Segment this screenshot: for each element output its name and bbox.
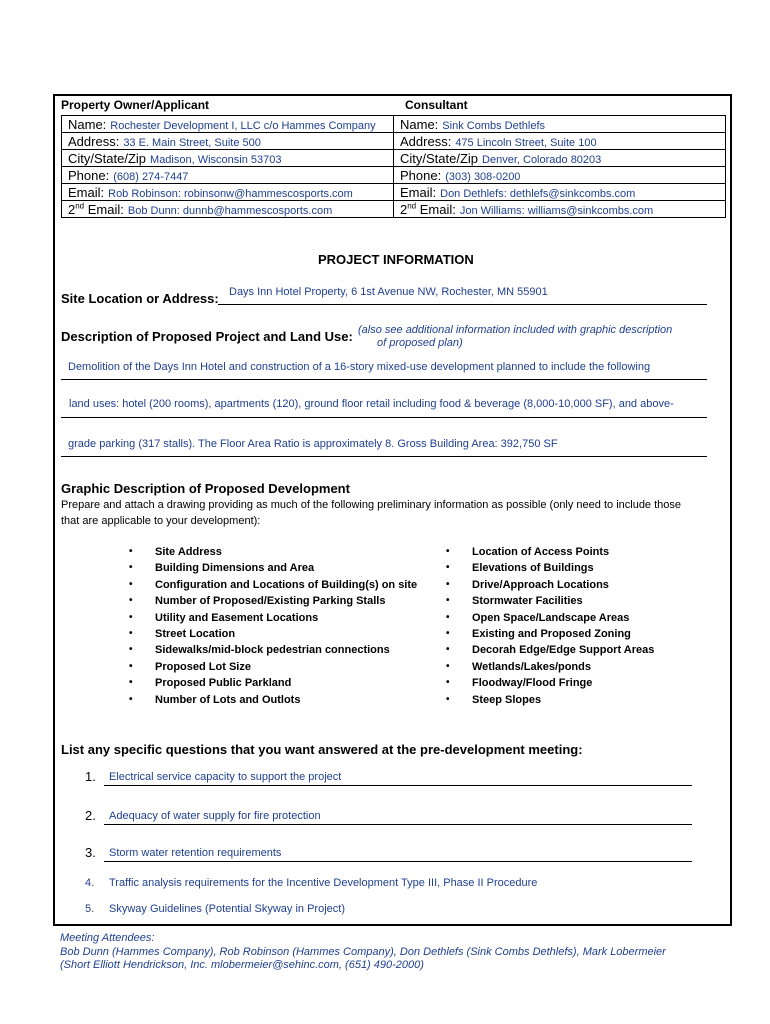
owner-email2-cell[interactable]: [62, 201, 394, 218]
bullet-icon: •: [129, 627, 133, 639]
owner-email-label: Email:: [68, 184, 105, 200]
left-checklist-item: [129, 626, 417, 642]
consultant-email2-label-sup: nd: [407, 201, 417, 211]
owner-phone-value: (608) 274-7447: [113, 170, 189, 183]
owner-city-value: Madison, Wisconsin 53703: [150, 153, 282, 166]
owner-phone-cell[interactable]: [62, 167, 394, 184]
question-answer-line: [104, 824, 692, 825]
attendees-line-2: (Short Elliott Hendrickson, Inc. mlobermeier@sehinc.com, (651) 490-2000): [60, 959, 424, 971]
description-rule-3: [61, 456, 707, 457]
consultant-name-cell[interactable]: [394, 116, 726, 133]
consultant-address-cell[interactable]: [394, 133, 726, 150]
contact-row-email: [62, 184, 726, 201]
left-checklist-item: [129, 593, 417, 609]
right-checklist-item: [446, 560, 654, 576]
bullet-icon: •: [446, 644, 450, 656]
owner-address-cell[interactable]: [62, 133, 394, 150]
right-checklist-item: [446, 675, 654, 691]
left-checklist-item-label: Proposed Lot Size: [155, 660, 251, 673]
left-checklist-item: [129, 659, 417, 675]
owner-header: Property Owner/Applicant: [61, 98, 210, 112]
question-text[interactable]: Electrical service capacity to support the project: [109, 771, 342, 783]
owner-phone-label: Phone:: [68, 167, 110, 183]
graphic-heading: Graphic Description of Proposed Development: [61, 481, 350, 496]
bullet-icon: •: [129, 611, 133, 623]
owner-email-cell[interactable]: [62, 184, 394, 201]
graphic-intro-2: that are applicable to your development):: [61, 515, 261, 527]
bullet-icon: •: [129, 595, 133, 607]
question-number: 1.: [85, 769, 96, 784]
consultant-email2-label-pre: 2: [400, 201, 408, 217]
owner-email2-label-pre: 2: [68, 201, 76, 217]
description-rule-2: [61, 417, 707, 418]
question-text[interactable]: Adequacy of water supply for fire protection: [109, 810, 321, 822]
owner-email2-label-post: Email:: [84, 201, 124, 217]
description-label: Description of Proposed Project and Land Use:: [61, 329, 353, 344]
right-checklist-item-label: Steep Slopes: [472, 693, 542, 706]
bullet-icon: •: [446, 677, 450, 689]
right-checklist-item: [446, 642, 654, 658]
right-checklist-item-label: Existing and Proposed Zoning: [472, 627, 631, 640]
consultant-name-value: Sink Combs Dethlefs: [442, 119, 546, 132]
contact-row-address: [62, 133, 726, 150]
consultant-email2-value: Jon Williams: williams@sinkcombs.com: [459, 204, 654, 217]
left-checklist-item-label: Number of Lots and Outlots: [155, 693, 301, 706]
description-line-2[interactable]: land uses: hotel (200 rooms), apartments (120), ground floor retail including food & beverage (8,000-10,000 SF), and above-: [69, 398, 674, 410]
left-checklist-item-label: Street Location: [155, 627, 236, 640]
owner-name-label: Name:: [68, 116, 107, 132]
question-number: 2.: [85, 808, 96, 823]
bullet-icon: •: [446, 595, 450, 607]
right-checklist-item: [446, 577, 654, 593]
left-checklist: [129, 544, 417, 708]
bullet-icon: •: [446, 627, 450, 639]
bullet-icon: •: [446, 660, 450, 672]
consultant-address-label: Address:: [400, 133, 452, 149]
bullet-icon: •: [129, 677, 133, 689]
bullet-icon: •: [446, 693, 450, 705]
consultant-email2-cell[interactable]: [394, 201, 726, 218]
bullet-icon: •: [129, 644, 133, 656]
graphic-intro-1: Prepare and attach a drawing providing as much of the following preliminary information as possible (only need to include those: [61, 499, 682, 511]
site-location-line: [218, 304, 707, 305]
owner-address-label: Address:: [68, 133, 120, 149]
right-checklist-item-label: Stormwater Facilities: [472, 595, 583, 608]
contact-table: [61, 115, 726, 218]
description-note-2: of proposed plan): [377, 337, 463, 349]
owner-email2-value: Bob Dunn: dunnb@hammescosports.com: [127, 204, 333, 217]
description-note-1: (also see additional information included with graphic description: [358, 324, 673, 336]
owner-city-label: City/State/Zip: [68, 150, 147, 166]
left-checklist-item-label: Configuration and Locations of Building(s) on site: [155, 578, 418, 591]
bullet-icon: •: [129, 578, 133, 590]
owner-city-cell[interactable]: [62, 150, 394, 167]
consultant-phone-cell[interactable]: [394, 167, 726, 184]
contact-row-phone: [62, 167, 726, 184]
bullet-icon: •: [129, 562, 133, 574]
left-checklist-item-label: Building Dimensions and Area: [155, 562, 315, 575]
description-line-1[interactable]: Demolition of the Days Inn Hotel and construction of a 16-story mixed-use development planned to include the following: [68, 361, 651, 373]
right-checklist-item-label: Drive/Approach Locations: [472, 578, 609, 591]
left-checklist-item-label: Sidewalks/mid-block pedestrian connections: [155, 644, 390, 657]
site-location-value[interactable]: Days Inn Hotel Property, 6 1st Avenue NW, Rochester, MN 55901: [229, 286, 548, 298]
question-number: 5.: [85, 903, 95, 915]
owner-email-value: Rob Robinson: robinsonw@hammescosports.com: [108, 187, 353, 200]
right-checklist-item: [446, 626, 654, 642]
left-checklist-item-label: Utility and Easement Locations: [155, 611, 319, 624]
owner-name-value: Rochester Development I, LLC c/o Hammes Company: [110, 119, 376, 132]
consultant-name-label: Name:: [400, 116, 439, 132]
left-checklist-item-label: Site Address: [155, 546, 222, 558]
bullet-icon: •: [129, 546, 133, 557]
left-checklist-item: [129, 675, 417, 691]
left-checklist-item: [129, 560, 417, 576]
left-checklist-item: [129, 692, 417, 708]
right-checklist-item-label: Decorah Edge/Edge Support Areas: [472, 644, 655, 657]
question-text[interactable]: Skyway Guidelines (Potential Skyway in Project): [109, 903, 345, 915]
right-checklist-item: [446, 692, 654, 708]
left-checklist-item-label: Number of Proposed/Existing Parking Stalls: [155, 595, 386, 608]
contact-row-email2: [62, 201, 726, 218]
bullet-icon: •: [446, 578, 450, 590]
right-checklist-item: [446, 610, 654, 626]
left-checklist-item: [129, 610, 417, 626]
questions-heading: List any specific questions that you want answered at the pre-development meeting:: [61, 742, 583, 757]
question-number: 3.: [85, 845, 96, 860]
owner-name-cell[interactable]: [62, 116, 394, 133]
consultant-email-value: Don Dethlefs: dethlefs@sinkcombs.com: [440, 187, 636, 200]
description-line-3[interactable]: grade parking (317 stalls). The Floor Area Ratio is approximately 8. Gross Building Area: 392,750 SF: [68, 438, 558, 450]
owner-email2-label: [68, 202, 124, 217]
right-checklist-item-label: Open Space/Landscape Areas: [472, 611, 630, 624]
left-checklist-item: [129, 544, 417, 560]
bullet-icon: •: [446, 546, 450, 557]
description-rule-1: [61, 379, 707, 380]
consultant-email-label: Email:: [400, 184, 437, 200]
bullet-icon: •: [446, 562, 450, 574]
right-checklist-item-label: Floodway/Flood Fringe: [472, 677, 593, 690]
right-checklist-item-label: Elevations of Buildings: [472, 562, 594, 575]
contact-row-city: [62, 150, 726, 167]
consultant-phone-label: Phone:: [400, 167, 442, 183]
consultant-email2-label-post: Email:: [416, 201, 456, 217]
left-checklist-item: [129, 577, 417, 593]
consultant-header: Consultant: [405, 98, 468, 112]
attendees-label: Meeting Attendees:: [60, 932, 155, 944]
consultant-email2-label: [400, 202, 456, 217]
question-answer-line: [104, 861, 692, 862]
consultant-address-value: 475 Lincoln Street, Suite 100: [455, 136, 597, 149]
bullet-icon: •: [129, 660, 133, 672]
consultant-city-label: City/State/Zip: [400, 150, 479, 166]
owner-address-value: 33 E. Main Street, Suite 500: [123, 136, 261, 149]
right-checklist: [446, 544, 654, 708]
consultant-city-cell[interactable]: [394, 150, 726, 167]
consultant-email-cell[interactable]: [394, 184, 726, 201]
consultant-city-value: Denver, Colorado 80203: [482, 153, 602, 166]
question-answer-line: [104, 785, 692, 786]
right-checklist-item-label: Wetlands/Lakes/ponds: [472, 660, 591, 673]
bullet-icon: •: [446, 611, 450, 623]
left-checklist-item-label: Proposed Public Parkland: [155, 677, 292, 690]
owner-email2-label-sup: nd: [75, 201, 85, 211]
question-text[interactable]: Storm water retention requirements: [109, 847, 282, 859]
left-checklist-item: [129, 642, 417, 658]
question-number: 4.: [85, 877, 95, 889]
site-location-label: Site Location or Address:: [61, 291, 219, 306]
question-text[interactable]: Traffic analysis requirements for the Incentive Development Type III, Phase II Procedure: [109, 877, 538, 889]
project-info-heading: PROJECT INFORMATION: [318, 252, 474, 267]
right-checklist-item: [446, 659, 654, 675]
right-checklist-item: [446, 593, 654, 609]
attendees-line-1: Bob Dunn (Hammes Company), Rob Robinson (Hammes Company), Don Dethlefs (Sink Combs Dethlefs), Mark Lobermeier: [60, 946, 666, 958]
right-checklist-item: [446, 544, 654, 560]
right-checklist-item-label: Location of Access Points: [472, 546, 610, 558]
contact-row-name: [62, 116, 726, 133]
bullet-icon: •: [129, 693, 133, 705]
consultant-phone-value: (303) 308-0200: [445, 170, 521, 183]
